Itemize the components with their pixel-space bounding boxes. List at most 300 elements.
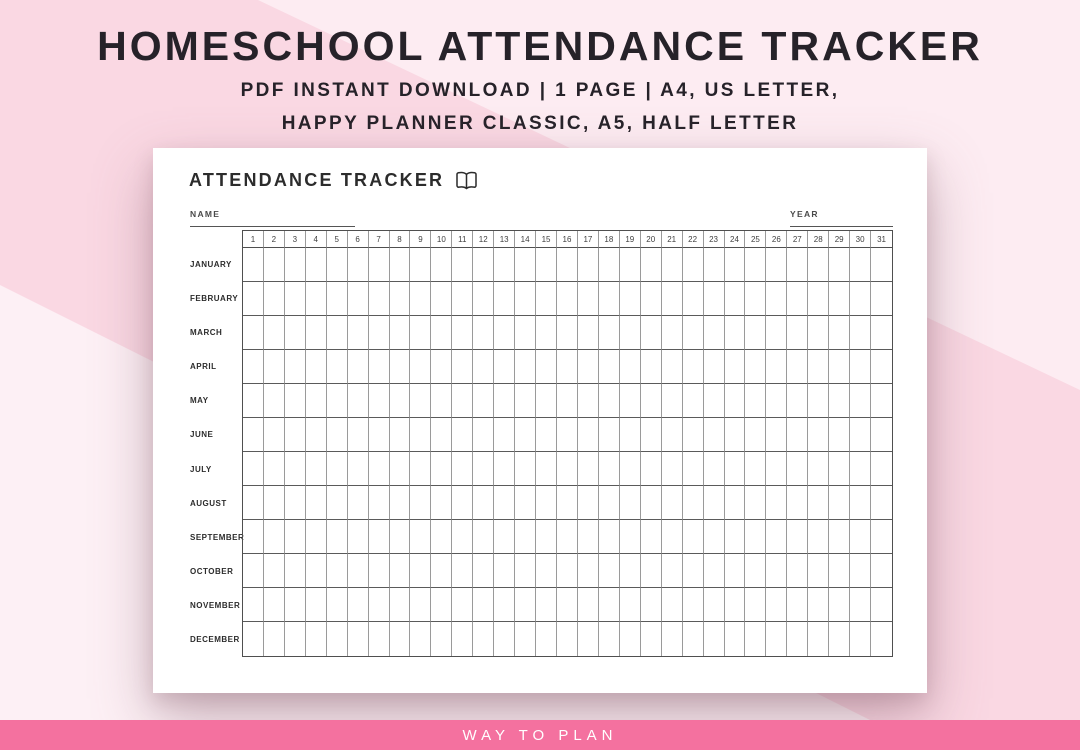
grid-cell <box>264 282 285 316</box>
grid-cell <box>850 384 871 418</box>
grid-cell <box>662 486 683 520</box>
day-header-cell: 14 <box>515 231 536 248</box>
grid-cell <box>243 520 264 554</box>
grid-cell <box>452 486 473 520</box>
grid-cell <box>348 384 369 418</box>
grid-cell <box>348 588 369 622</box>
year-field <box>790 204 893 227</box>
grid-cell <box>641 248 662 282</box>
grid-cell <box>620 622 641 656</box>
grid-cell <box>578 622 599 656</box>
grid-cell <box>390 588 411 622</box>
day-header-cell: 26 <box>766 231 787 248</box>
day-header-cell: 9 <box>410 231 431 248</box>
grid-cell <box>494 588 515 622</box>
grid-cell <box>808 282 829 316</box>
grid-cell <box>787 384 808 418</box>
grid-cell <box>599 418 620 452</box>
grid-cell <box>641 316 662 350</box>
month-label: JUNE <box>190 430 214 440</box>
grid-cell <box>327 282 348 316</box>
grid-cell <box>390 384 411 418</box>
grid-cell <box>808 452 829 486</box>
grid-cell <box>704 418 725 452</box>
grid-cell <box>871 418 892 452</box>
grid-cell <box>787 452 808 486</box>
grid-cell <box>494 248 515 282</box>
grid-cell <box>766 554 787 588</box>
grid-cell <box>766 350 787 384</box>
day-header-cell: 7 <box>369 231 390 248</box>
grid-cell <box>494 520 515 554</box>
month-label: JANUARY <box>190 259 232 269</box>
grid-cell <box>390 316 411 350</box>
grid-cell <box>871 384 892 418</box>
grid-cell <box>285 554 306 588</box>
grid-cell <box>369 520 390 554</box>
grid-cell <box>787 520 808 554</box>
grid-cell <box>787 248 808 282</box>
day-header-cell: 10 <box>431 231 452 248</box>
grid-cell <box>641 350 662 384</box>
grid-cell <box>327 520 348 554</box>
grid-cell <box>620 350 641 384</box>
grid-cell <box>557 622 578 656</box>
grid-cell <box>348 418 369 452</box>
grid-cell <box>515 248 536 282</box>
grid-cell <box>327 452 348 486</box>
grid-cell <box>327 350 348 384</box>
grid-cell <box>766 418 787 452</box>
grid-cell <box>348 248 369 282</box>
grid-cell <box>787 622 808 656</box>
open-book-icon <box>455 171 478 190</box>
grid-cell <box>662 316 683 350</box>
grid-cell <box>306 520 327 554</box>
grid-cell <box>871 588 892 622</box>
grid-cell <box>599 588 620 622</box>
grid-cell <box>473 520 494 554</box>
grid-cell <box>829 622 850 656</box>
grid-cell <box>766 622 787 656</box>
grid-cell <box>662 350 683 384</box>
grid-cell <box>473 622 494 656</box>
grid-cell <box>725 452 746 486</box>
day-header-cell: 21 <box>662 231 683 248</box>
grid-cell <box>390 350 411 384</box>
grid-cell <box>452 588 473 622</box>
grid-cell <box>327 384 348 418</box>
grid-cell <box>871 282 892 316</box>
grid-cell <box>243 588 264 622</box>
header <box>0 23 1080 134</box>
grid-cell <box>787 486 808 520</box>
name-label: NAME <box>190 209 221 219</box>
grid-cell <box>871 520 892 554</box>
grid-cell <box>578 452 599 486</box>
grid-cell <box>871 622 892 656</box>
grid-cell <box>264 486 285 520</box>
day-header-cell: 11 <box>452 231 473 248</box>
grid-cell <box>431 282 452 316</box>
grid-cell <box>725 384 746 418</box>
grid-cell <box>725 622 746 656</box>
grid-cell <box>369 452 390 486</box>
grid-cell <box>829 248 850 282</box>
grid-cell <box>536 282 557 316</box>
grid-cell <box>599 486 620 520</box>
grid-cell <box>285 452 306 486</box>
grid-cell <box>515 520 536 554</box>
grid-cell <box>662 520 683 554</box>
grid-cell <box>515 418 536 452</box>
grid-cell <box>641 418 662 452</box>
grid-cell <box>536 520 557 554</box>
grid-cell <box>829 486 850 520</box>
grid-cell <box>683 350 704 384</box>
grid-cell <box>431 452 452 486</box>
grid-cell <box>369 282 390 316</box>
grid-cell <box>871 350 892 384</box>
grid-cell <box>808 316 829 350</box>
grid-cell <box>620 520 641 554</box>
grid-cell <box>850 486 871 520</box>
grid-cell <box>243 384 264 418</box>
grid-cell <box>306 316 327 350</box>
grid-cell <box>431 350 452 384</box>
grid-cell <box>473 248 494 282</box>
month-label: SEPTEMBER <box>190 532 245 542</box>
day-header-cell: 30 <box>850 231 871 248</box>
grid-cell <box>369 418 390 452</box>
grid-cell <box>683 588 704 622</box>
grid-cell <box>431 520 452 554</box>
day-header-cell: 28 <box>808 231 829 248</box>
grid-cell <box>620 486 641 520</box>
grid-cell <box>683 554 704 588</box>
grid-cell <box>369 554 390 588</box>
grid-cell <box>557 418 578 452</box>
grid-cell <box>725 418 746 452</box>
grid-cell <box>766 520 787 554</box>
grid-cell <box>243 622 264 656</box>
grid-cell <box>850 554 871 588</box>
grid-cell <box>285 418 306 452</box>
grid-cell <box>390 622 411 656</box>
grid-cell <box>620 316 641 350</box>
grid-cell <box>829 520 850 554</box>
grid-cell <box>808 622 829 656</box>
grid-cell <box>850 520 871 554</box>
grid-cell <box>410 350 431 384</box>
grid-cell <box>704 486 725 520</box>
grid-cell <box>348 316 369 350</box>
grid-cell <box>410 486 431 520</box>
grid-cell <box>515 554 536 588</box>
grid-cell <box>410 452 431 486</box>
day-header-cell: 25 <box>745 231 766 248</box>
grid-cell <box>306 452 327 486</box>
grid-cell <box>704 588 725 622</box>
grid-cell <box>725 282 746 316</box>
month-label: AUGUST <box>190 498 227 508</box>
day-header-cell: 1 <box>243 231 264 248</box>
grid-cell <box>745 588 766 622</box>
grid-cell <box>515 486 536 520</box>
sheet-title-row <box>189 170 478 191</box>
grid-cell <box>725 350 746 384</box>
grid-cell <box>473 282 494 316</box>
grid-cell <box>285 622 306 656</box>
grid-cell <box>452 248 473 282</box>
attendance-grid <box>242 230 893 657</box>
grid-cell <box>599 316 620 350</box>
grid-cell <box>410 622 431 656</box>
month-label: NOVEMBER <box>190 601 241 611</box>
grid-cell <box>264 588 285 622</box>
grid-cell <box>704 350 725 384</box>
grid-cell <box>515 350 536 384</box>
day-header-cell: 16 <box>557 231 578 248</box>
grid-cell <box>557 248 578 282</box>
grid-cell <box>725 248 746 282</box>
grid-cell <box>704 622 725 656</box>
grid-cell <box>264 520 285 554</box>
grid-cell <box>578 350 599 384</box>
grid-cell <box>369 588 390 622</box>
grid-cell <box>264 418 285 452</box>
grid-cell <box>494 452 515 486</box>
grid-cell <box>494 554 515 588</box>
grid-cell <box>683 384 704 418</box>
grid-cell <box>348 282 369 316</box>
grid-cell <box>306 622 327 656</box>
grid-cell <box>410 248 431 282</box>
grid-cell <box>348 350 369 384</box>
grid-cell <box>620 248 641 282</box>
grid-cell <box>452 554 473 588</box>
day-header-cell: 29 <box>829 231 850 248</box>
grid-cell <box>306 282 327 316</box>
day-header-cell: 19 <box>620 231 641 248</box>
grid-cell <box>306 486 327 520</box>
grid-cell <box>745 452 766 486</box>
grid-cell <box>494 486 515 520</box>
grid-cell <box>515 316 536 350</box>
grid-cell <box>745 486 766 520</box>
grid-cell <box>390 554 411 588</box>
grid-cell <box>285 350 306 384</box>
grid-cell <box>808 520 829 554</box>
grid-cell <box>285 316 306 350</box>
grid-cell <box>431 588 452 622</box>
grid-cell <box>745 248 766 282</box>
grid-cell <box>410 384 431 418</box>
grid-cell <box>641 554 662 588</box>
grid-cell <box>683 486 704 520</box>
grid-cell <box>578 248 599 282</box>
grid-cell <box>285 520 306 554</box>
grid-cell <box>808 350 829 384</box>
day-header-cell: 20 <box>641 231 662 248</box>
grid-cell <box>327 316 348 350</box>
grid-cell <box>662 554 683 588</box>
grid-cell <box>348 452 369 486</box>
grid-cell <box>745 384 766 418</box>
grid-cell <box>745 554 766 588</box>
grid-cell <box>766 248 787 282</box>
grid-cell <box>473 350 494 384</box>
grid-cell <box>452 452 473 486</box>
grid-cell <box>787 418 808 452</box>
grid-cell <box>536 350 557 384</box>
grid-cell <box>787 316 808 350</box>
day-header-cell: 12 <box>473 231 494 248</box>
grid-cell <box>641 520 662 554</box>
grid-cell <box>787 282 808 316</box>
month-labels <box>190 247 250 657</box>
grid-cell <box>452 418 473 452</box>
grid-cell <box>578 384 599 418</box>
subtitle-line-1: PDF INSTANT DOWNLOAD | 1 PAGE | A4, US LETTER, <box>240 80 840 101</box>
grid-cell <box>536 418 557 452</box>
grid-cell <box>578 316 599 350</box>
year-label: YEAR <box>790 209 819 219</box>
brand-name: WAY TO PLAN <box>462 726 618 744</box>
grid-cell <box>536 248 557 282</box>
grid-cell <box>431 418 452 452</box>
grid-cell <box>683 316 704 350</box>
grid-cell <box>871 554 892 588</box>
grid-cell <box>410 282 431 316</box>
grid-cell <box>494 316 515 350</box>
grid-cell <box>599 452 620 486</box>
grid-cell <box>641 588 662 622</box>
grid-cell <box>264 622 285 656</box>
grid-cell <box>306 554 327 588</box>
grid-cell <box>285 384 306 418</box>
grid-cell <box>871 486 892 520</box>
grid-cell <box>683 282 704 316</box>
day-header-cell: 13 <box>494 231 515 248</box>
grid-cell <box>536 452 557 486</box>
grid-cell <box>557 520 578 554</box>
grid-cell <box>557 452 578 486</box>
grid-cell <box>704 316 725 350</box>
grid-cell <box>390 452 411 486</box>
grid-cell <box>808 418 829 452</box>
grid-cell <box>410 418 431 452</box>
grid-cell <box>745 622 766 656</box>
grid-cell <box>557 316 578 350</box>
grid-cell <box>243 248 264 282</box>
grid-cell <box>766 486 787 520</box>
grid-cell <box>808 554 829 588</box>
grid-cell <box>850 452 871 486</box>
grid-cell <box>243 418 264 452</box>
grid-cell <box>704 520 725 554</box>
grid-cell <box>348 554 369 588</box>
grid-cell <box>662 452 683 486</box>
day-header-cell: 15 <box>536 231 557 248</box>
grid-cell <box>431 316 452 350</box>
grid-cell <box>850 418 871 452</box>
grid-cell <box>683 248 704 282</box>
grid-cell <box>808 384 829 418</box>
grid-cell <box>557 282 578 316</box>
grid-cell <box>808 248 829 282</box>
grid-cell <box>620 384 641 418</box>
sheet-title: ATTENDANCE TRACKER <box>189 170 445 190</box>
grid-cell <box>766 282 787 316</box>
grid-cell <box>578 554 599 588</box>
grid-cell <box>808 588 829 622</box>
day-header-cell: 2 <box>264 231 285 248</box>
day-header-cell: 8 <box>390 231 411 248</box>
month-label: JULY <box>190 464 212 474</box>
grid-cell <box>704 554 725 588</box>
grid-cell <box>850 282 871 316</box>
grid-cell <box>390 282 411 316</box>
grid-cell <box>557 554 578 588</box>
grid-cell <box>662 622 683 656</box>
grid-cell <box>829 418 850 452</box>
grid-cell <box>641 452 662 486</box>
grid-cell <box>494 418 515 452</box>
grid-cell <box>683 452 704 486</box>
grid-cell <box>410 520 431 554</box>
grid-cell <box>515 588 536 622</box>
grid-cell <box>264 350 285 384</box>
grid-cell <box>536 554 557 588</box>
grid-cell <box>536 622 557 656</box>
name-field <box>190 204 355 227</box>
grid-cell <box>452 282 473 316</box>
grid-cell <box>704 452 725 486</box>
month-label: OCTOBER <box>190 567 234 577</box>
grid-cell <box>473 384 494 418</box>
grid-cell <box>306 418 327 452</box>
grid-cell <box>410 316 431 350</box>
grid-cell <box>578 282 599 316</box>
grid-cell <box>264 554 285 588</box>
grid-cell <box>829 588 850 622</box>
grid-cell <box>515 452 536 486</box>
grid-cell <box>452 520 473 554</box>
grid-cell <box>264 452 285 486</box>
grid-cell <box>536 316 557 350</box>
grid-cell <box>369 486 390 520</box>
grid-cell <box>599 282 620 316</box>
grid-cell <box>494 350 515 384</box>
grid-cell <box>473 452 494 486</box>
grid-cell <box>829 452 850 486</box>
grid-cell <box>725 554 746 588</box>
grid-cell <box>829 282 850 316</box>
grid-cell <box>829 350 850 384</box>
grid-cell <box>578 486 599 520</box>
grid-cell <box>578 588 599 622</box>
grid-cell <box>473 554 494 588</box>
grid-cell <box>327 418 348 452</box>
grid-cell <box>369 316 390 350</box>
day-header-cell: 18 <box>599 231 620 248</box>
grid-cell <box>599 384 620 418</box>
page-title: HOMESCHOOL ATTENDANCE TRACKER <box>97 23 983 69</box>
grid-cell <box>662 282 683 316</box>
grid-cell <box>431 554 452 588</box>
grid-cell <box>808 486 829 520</box>
